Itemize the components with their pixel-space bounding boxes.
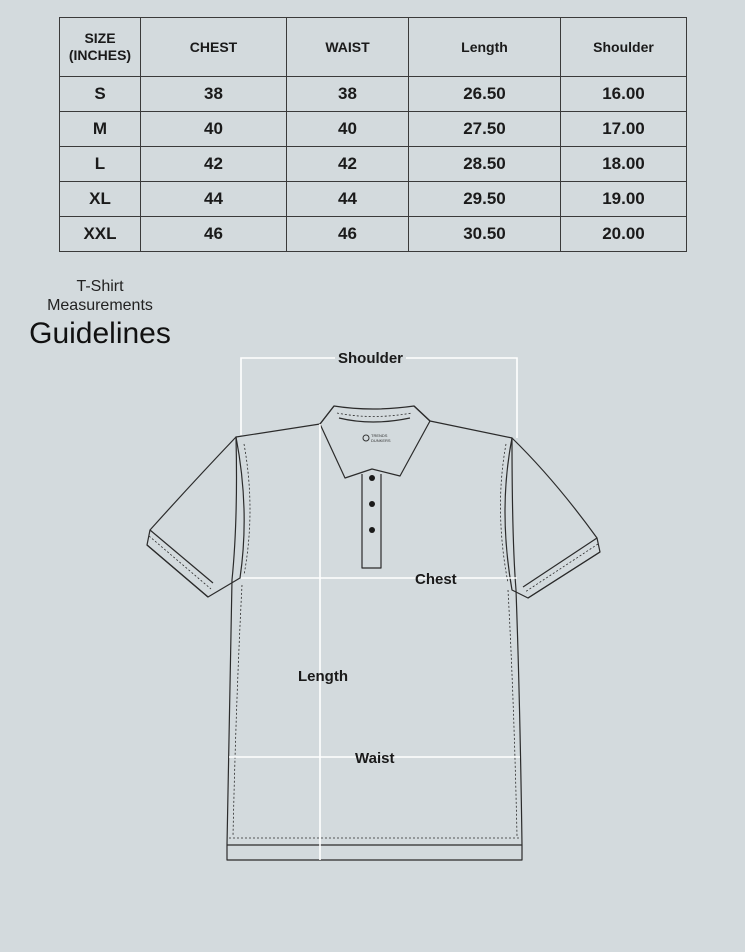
shirt-button <box>369 527 375 533</box>
table-row <box>60 77 687 112</box>
waist-label: Waist <box>355 750 395 767</box>
cell-length: 29.50 <box>409 182 561 217</box>
table-row <box>60 112 687 147</box>
table-row <box>60 217 687 252</box>
chest-label: Chest <box>415 571 457 588</box>
cell-waist: 44 <box>287 182 409 217</box>
cell-size: L <box>60 147 141 182</box>
cell-shoulder: 19.00 <box>561 182 687 217</box>
cell-shoulder: 17.00 <box>561 112 687 147</box>
table-row <box>60 147 687 182</box>
length-label: Length <box>298 668 348 685</box>
svg-text:TRENDS: TRENDS <box>371 433 388 438</box>
cell-length: 26.50 <box>409 77 561 112</box>
cell-size: M <box>60 112 141 147</box>
cell-waist: 40 <box>287 112 409 147</box>
cell-chest: 38 <box>141 77 287 112</box>
brand-logo-icon <box>363 433 391 443</box>
shirt-button <box>369 475 375 481</box>
cell-length: 28.50 <box>409 147 561 182</box>
shirt-outline <box>147 406 600 860</box>
cell-size: XL <box>60 182 141 217</box>
guide-subtitle-line2: Measurements <box>47 297 153 314</box>
shoulder-label: Shoulder <box>335 350 406 367</box>
header-chest: CHEST <box>141 18 287 77</box>
table-header-row <box>60 18 687 77</box>
cell-size: S <box>60 77 141 112</box>
size-chart-table <box>59 17 687 252</box>
cell-shoulder: 20.00 <box>561 217 687 252</box>
guide-subtitle-line1: T-Shirt <box>76 278 124 295</box>
cell-length: 27.50 <box>409 112 561 147</box>
table-row <box>60 182 687 217</box>
cell-shoulder: 16.00 <box>561 77 687 112</box>
cell-chest: 40 <box>141 112 287 147</box>
header-waist: WAIST <box>287 18 409 77</box>
cell-size: XXL <box>60 217 141 252</box>
cell-waist: 42 <box>287 147 409 182</box>
cell-chest: 46 <box>141 217 287 252</box>
cell-waist: 46 <box>287 217 409 252</box>
cell-chest: 42 <box>141 147 287 182</box>
svg-text:DUNKERS: DUNKERS <box>371 438 391 443</box>
guide-title: Guidelines <box>29 317 171 350</box>
header-length: Length <box>409 18 561 77</box>
header-size: SIZE (INCHES) <box>60 18 141 77</box>
polo-shirt-diagram-icon <box>0 340 745 880</box>
cell-shoulder: 18.00 <box>561 147 687 182</box>
cell-waist: 38 <box>287 77 409 112</box>
cell-chest: 44 <box>141 182 287 217</box>
cell-length: 30.50 <box>409 217 561 252</box>
shoulder-guide <box>241 358 517 438</box>
shirt-button <box>369 501 375 507</box>
header-shoulder: Shoulder <box>561 18 687 77</box>
